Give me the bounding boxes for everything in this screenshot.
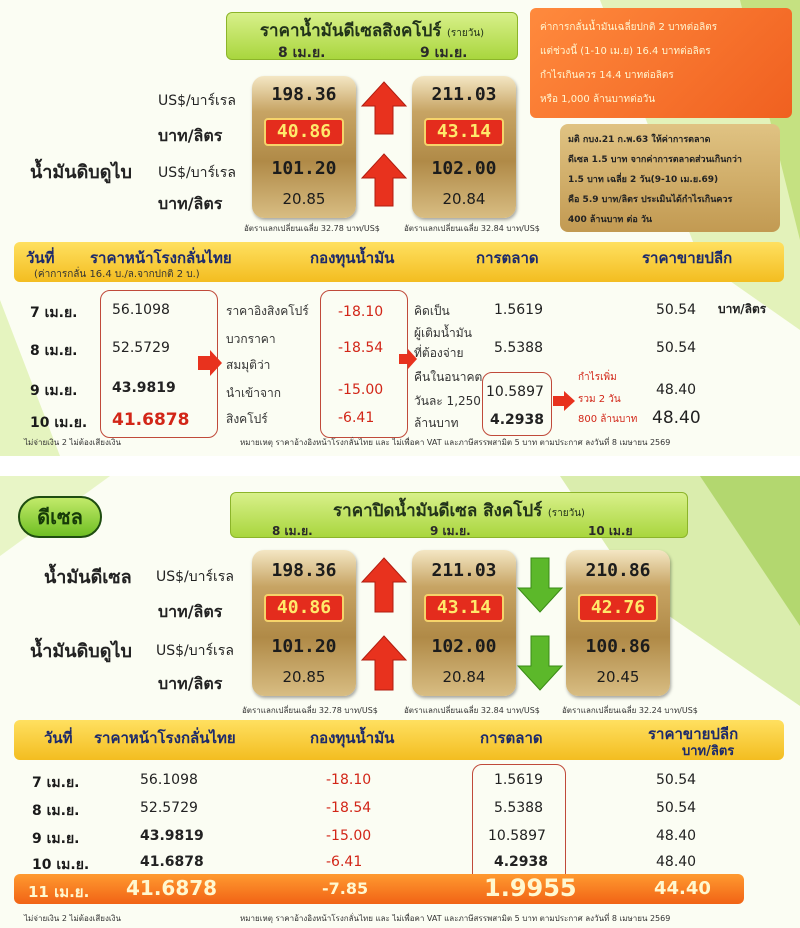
col-retail: ราคาขายปลีก [642,249,733,267]
refinery-price: 52.5729 [112,340,170,356]
date-cell: 10 เม.ย. [30,415,88,431]
fund-value: -7.85 [322,879,369,898]
exchange-rate-note: อัตราแลกเปลี่ยนเฉลี่ย 32.84 บาท/US$ [404,706,540,715]
baht-dubai-value: 20.84 [442,190,486,208]
date-cell: 10 เม.ย. [32,857,90,873]
refinery-price: 43.9819 [112,380,176,396]
col-refinery-sub: (ค่าการกลั่น 16.4 บ./ล.จากปกติ 2 บ.) [34,269,200,280]
date-cell: 11 เม.ย. [28,883,90,901]
note-line: 400 ล้านบาท ต่อ วัน [568,215,653,225]
bottom-panel [0,476,800,928]
usd-dubai-value: 100.86 [585,636,651,657]
usd-diesel-value: 198.36 [271,560,337,581]
note-line: กำไรเกินควร 14.4 บาทต่อลิตร [540,70,674,81]
retail-price: 50.54 [656,772,697,788]
retail-price: 48.40 [656,854,697,870]
table-footnote-left: ไม่จ่ายเงิน 2 ไม่ต้องเสียงเงิน [24,438,121,447]
exchange-rate-note: อัตราแลกเปลี่ยนเฉลี่ย 32.78 บาท/US$ [244,224,380,233]
arrow-right-icon [196,348,224,378]
bottom-date-1: 8 เม.ย. [272,524,313,538]
fund-value: -15.00 [338,382,384,398]
arrow-up-icon [360,634,408,692]
retail-price: 48.40 [656,828,697,844]
usd-dubai-value: 102.00 [431,636,497,657]
col-date: วันที่ [26,249,55,267]
arrow-up-icon [360,556,408,614]
baht-dubai-value: 20.85 [282,668,326,686]
fund-value: -6.41 [338,410,375,426]
market-value: 4.2938 [490,412,545,428]
profit-note: 800 ล้านบาท [578,414,638,425]
fund-value: -6.41 [326,854,363,870]
retail-price: 48.40 [652,408,701,428]
table-footnote-right: หมายเหตุ ราคาอ้างอิงหน้าโรงกลั่นไทย และ ไม่เพื่อคา VAT และภาษีสรรพสามิต 5 บาท ตามประกาศ ลงวันที่ 8 เมษายน 2569 [240,914,671,923]
top-table-header [14,242,784,282]
row-label-dubai: น้ำมันดิบดูไบ [30,162,132,183]
baht-diesel-pill: 43.14 [424,118,504,146]
row-label-baht-dubai: บาท/ลิตร [158,674,223,693]
price-box-8apr [252,550,356,696]
col-fund: กองทุนน้ำมัน [310,249,395,267]
market-value: 4.2938 [494,854,549,870]
retail-price: 44.40 [654,878,711,899]
refinery-price: 56.1098 [140,772,198,788]
market-value: 5.5388 [494,800,543,816]
retail-price: 48.40 [656,382,697,398]
bottom-date-2: 9 เม.ย. [430,524,471,538]
usd-dubai-value: 101.20 [271,158,337,179]
usd-dubai-value: 101.20 [271,636,337,657]
market-note: วันละ 1,250 [414,394,481,408]
row-label-usd-dubai: US$/บาร์เรล [158,165,236,181]
bottom-title-suffix: (รายวัน) [547,508,585,519]
date-cell: 9 เม.ย. [30,383,78,399]
exchange-rate-note: อัตราแลกเปลี่ยนเฉลี่ย 32.78 บาท/US$ [242,706,378,715]
date-cell: 9 เม.ย. [32,831,80,847]
retail-unit: บาท/ลิตร [682,744,735,759]
note-line: ดีเซล 1.5 บาท จากค่าการตลาดส่วนเกินกว่า [568,155,742,165]
col-market: การตลาด [480,729,543,747]
top-panel [0,0,800,456]
baht-diesel-pill: 42.76 [578,594,658,622]
retail-price: 50.54 [656,800,697,816]
arrow-up-icon [360,152,408,208]
row-label-baht-dubai: บาท/ลิตร [158,194,223,213]
market-note: คืนในอนาคต [414,370,483,384]
refining-margin-note [530,8,792,118]
bottom-title-text: ราคาปิดน้ำมันดีเซล สิงคโปร์ [333,501,543,521]
profit-note: กำไรเพิ่ม [578,372,617,383]
arrow-right-icon [552,390,576,412]
market-value: 1.5619 [494,772,543,788]
retail-price: 50.54 [656,302,697,318]
bottom-table-header [14,720,784,760]
baht-diesel-pill: 40.86 [264,594,344,622]
exchange-rate-note: อัตราแลกเปลี่ยนเฉลี่ย 32.84 บาท/US$ [404,224,540,233]
row-label-baht-diesel: บาท/ลิตร [158,602,223,621]
price-box-8apr [252,76,356,218]
col-market: การตลาด [476,249,539,267]
retail-price: 50.54 [656,340,697,356]
row-label-dubai: น้ำมันดิบดูไบ [30,641,132,662]
refinery-price: 41.6878 [126,876,218,900]
baht-dubai-value: 20.84 [442,668,486,686]
refinery-price: 52.5729 [140,800,198,816]
note-line: ค่าการกลั่นน้ำมันเฉลี่ยปกติ 2 บาทต่อลิตร [540,22,718,33]
top-title [226,12,518,60]
col-fund: กองทุนน้ำมัน [310,729,395,747]
fund-value: -18.10 [326,772,372,788]
market-value: 1.9955 [484,874,577,902]
market-note: ล้านบาท [414,416,459,430]
refinery-price: 41.6878 [112,410,190,430]
price-box-9apr [412,76,516,218]
price-box-9apr [412,550,516,696]
diesel-badge: ดีเซล [18,496,102,538]
retail-unit: บาท/ลิตร [718,302,767,316]
top-title-suffix: (รายวัน) [446,28,485,39]
fund-value: -18.10 [338,304,384,320]
usd-diesel-value: 211.03 [431,84,497,105]
market-value: 10.5897 [486,384,544,400]
col-date: วันที่ [44,729,73,747]
refinery-price: 43.9819 [140,828,204,844]
baht-dubai-value: 20.45 [596,668,640,686]
note-line: คือ 5.9 บาท/ลิตร ประเมินได้กำไรเกินควร [568,195,733,205]
usd-diesel-value: 211.03 [431,560,497,581]
row-label-usd-diesel: US$/บาร์เรล [158,93,236,109]
refinery-price: 56.1098 [112,302,170,318]
fund-value: -18.54 [326,800,372,816]
row-label-diesel: น้ำมันดีเซล [44,567,132,588]
exchange-rate-note: อัตราแลกเปลี่ยนเฉลี่ย 32.24 บาท/US$ [562,706,698,715]
fund-note: ราคาอิงสิงคโปร์ [226,304,309,318]
fund-value: -15.00 [326,828,372,844]
market-note: ที่ต้องจ่าย [414,346,464,360]
marketing-margin-note [560,124,780,232]
note-line: มติ กบง.21 ก.พ.63 ให้ค่าการตลาด [568,135,711,145]
col-refinery: ราคาหน้าโรงกลั่นไทย [94,729,236,747]
fund-note: สิงคโปร์ [226,412,268,426]
baht-diesel-pill: 43.14 [424,594,504,622]
usd-dubai-value: 102.00 [431,158,497,179]
market-value: 10.5897 [488,828,546,844]
bottom-date-3: 10 เม.ย [588,524,633,538]
market-note: ผู้เติมน้ำมัน [414,326,472,340]
market-note: คิดเป็น [414,304,450,318]
usd-diesel-value: 210.86 [585,560,651,581]
table-footnote-right: หมายเหตุ ราคาอ้างอิงหน้าโรงกลั่นไทย และ ไม่เพื่อคา VAT และภาษีสรรพสามิต 5 บาท ตามประกาศ ลงวันที่ 8 เมษายน 2569 [240,438,671,447]
date-cell: 8 เม.ย. [30,343,78,359]
price-box-10apr [566,550,670,696]
fund-value: -18.54 [338,340,384,356]
row-label-usd-diesel: US$/บาร์เรล [156,569,234,585]
top-title-text: ราคาน้ำมันดีเซลสิงคโปร์ [259,21,442,41]
fund-note: บวกราคา [226,332,276,346]
row-label-baht-diesel: บาท/ลิตร [158,126,223,145]
row-11-apr-highlight [14,874,744,904]
date-cell: 7 เม.ย. [30,305,78,321]
col-retail: ราคาขายปลีก [648,725,739,743]
arrow-down-icon [516,634,564,692]
fund-note: นำเข้าจาก [226,386,282,400]
usd-diesel-value: 198.36 [271,84,337,105]
col-refinery: ราคาหน้าโรงกลั่นไทย [90,249,232,267]
baht-dubai-value: 20.85 [282,190,326,208]
top-date-1: 8 เม.ย. [278,45,326,61]
fund-note: สมมุติว่า [226,358,271,372]
note-line: แต่ช่วงนี้ (1-10 เม.ย) 16.4 บาทต่อลิตร [540,46,711,57]
arrow-down-icon [516,556,564,614]
note-line: หรือ 1,000 ล้านบาทต่อวัน [540,94,656,105]
market-value: 1.5619 [494,302,543,318]
refinery-price: 41.6878 [140,854,204,870]
row-label-usd-dubai: US$/บาร์เรล [156,643,234,659]
baht-diesel-pill: 40.86 [264,118,344,146]
profit-note: รวม 2 วัน [578,394,621,405]
date-cell: 8 เม.ย. [32,803,80,819]
table-footnote-left: ไม่จ่ายเงิน 2 ไม่ต้องเสียงเงิน [24,914,121,923]
top-date-2: 9 เม.ย. [420,45,468,61]
date-cell: 7 เม.ย. [32,775,80,791]
note-line: 1.5 บาท เฉลี่ย 2 วัน(9-10 เม.ย.69) [568,175,719,185]
market-value: 5.5388 [494,340,543,356]
arrow-up-icon [360,80,408,136]
